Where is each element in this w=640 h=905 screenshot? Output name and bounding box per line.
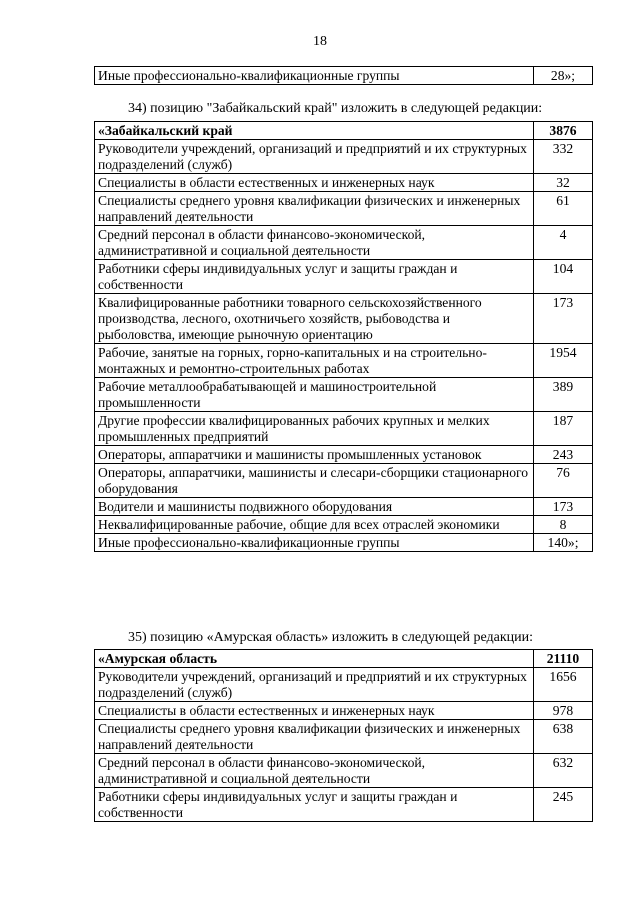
table-row [95,788,593,822]
clause-35: 35) позицию «Амурская область» изложить в следующей редакции: [128,630,534,645]
row-name: Руководители учреждений, организаций и предприятий и их структурных подразделений (служб) [95,668,534,702]
row-value: 104 [534,260,593,294]
table-row [95,412,593,446]
table-row [95,516,593,534]
table-row [95,260,593,294]
row-name: Работники сферы индивидуальных услуг и защиты граждан и собственности [95,788,534,822]
table-row [95,344,593,378]
region-name: «Амурская область [95,650,534,668]
row-value: 638 [534,720,593,754]
row-name: Специалисты в области естественных и инженерных наук [95,702,534,720]
row-value: 76 [534,464,593,498]
row-name: Специалисты среднего уровня квалификации физических и инженерных направлений деятельности [95,192,534,226]
table-row [95,174,593,192]
section-35-table [94,649,593,822]
region-row [95,122,593,140]
row-value: 28»; [534,67,593,85]
row-name: Квалифицированные работники товарного сельскохозяйственного производства, лесного, охотничьего хозяйств, рыбоводства и рыболовства, имеющие рыночную ориентацию [95,294,534,344]
top-table [94,66,593,85]
row-name: Рабочие металлообрабатывающей и машиностроительной промышленности [95,378,534,412]
row-value: 173 [534,294,593,344]
row-value: 4 [534,226,593,260]
row-name: Средний персонал в области финансово-экономической, административной и социальной деятельности [95,226,534,260]
table-row [95,668,593,702]
row-name: Иные профессионально-квалификационные группы [95,67,534,85]
row-value: 32 [534,174,593,192]
region-total: 3876 [534,122,593,140]
row-name: Другие профессии квалифицированных рабочих крупных и мелких промышленных предприятий [95,412,534,446]
row-name: Иные профессионально-квалификационные группы [95,534,534,552]
table-row [95,534,593,552]
table-row [95,754,593,788]
row-value: 243 [534,446,593,464]
row-name: Руководители учреждений, организаций и предприятий и их структурных подразделений (служб) [95,140,534,174]
row-value: 1656 [534,668,593,702]
table-row [95,140,593,174]
row-value: 978 [534,702,593,720]
row-name: Операторы, аппаратчики и машинисты промышленных установок [95,446,534,464]
table-row [95,446,593,464]
table-row [95,67,593,85]
clause-34: 34) позицию "Забайкальский край" изложить в следующей редакции: [128,101,543,116]
table-row [95,720,593,754]
row-value: 632 [534,754,593,788]
row-name: Операторы, аппаратчики, машинисты и слесари-сборщики стационарного оборудования [95,464,534,498]
row-value: 61 [534,192,593,226]
table-row [95,464,593,498]
table-row [95,702,593,720]
row-value: 140»; [534,534,593,552]
row-value: 332 [534,140,593,174]
row-name: Средний персонал в области финансово-экономической, административной и социальной деятельности [95,754,534,788]
table-row [95,498,593,516]
row-name: Работники сферы индивидуальных услуг и защиты граждан и собственности [95,260,534,294]
row-name: Специалисты в области естественных и инженерных наук [95,174,534,192]
section-34-table [94,121,593,552]
table-row [95,192,593,226]
row-value: 8 [534,516,593,534]
row-value: 389 [534,378,593,412]
table-row [95,226,593,260]
table-row [95,378,593,412]
region-name: «Забайкальский край [95,122,534,140]
row-name: Водители и машинисты подвижного оборудования [95,498,534,516]
table-row [95,294,593,344]
row-name: Специалисты среднего уровня квалификации физических и инженерных направлений деятельности [95,720,534,754]
region-row [95,650,593,668]
page-number: 18 [313,34,327,49]
row-value: 187 [534,412,593,446]
row-name: Неквалифицированные рабочие, общие для всех отраслей экономики [95,516,534,534]
row-value: 173 [534,498,593,516]
region-total: 21110 [534,650,593,668]
row-name: Рабочие, занятые на горных, горно-капитальных и на строительно-монтажных и ремонтно-строительных работах [95,344,534,378]
row-value: 245 [534,788,593,822]
row-value: 1954 [534,344,593,378]
